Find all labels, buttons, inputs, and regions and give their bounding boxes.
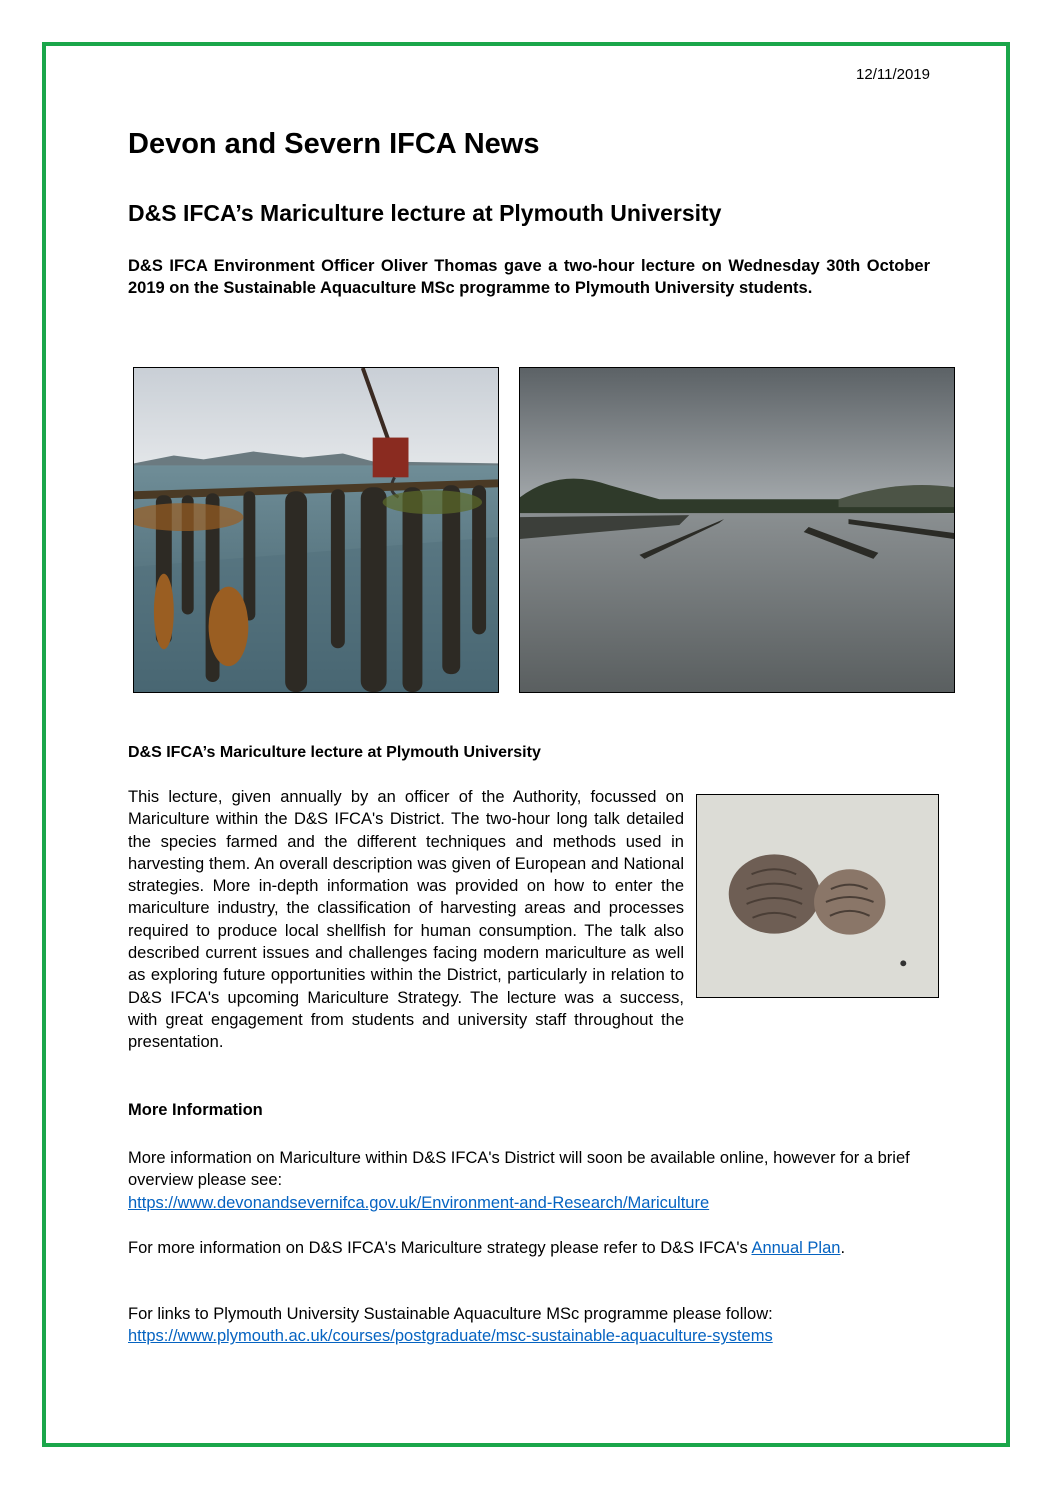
page-title: Devon and Severn IFCA News [128,128,540,160]
strategy-end: . [840,1239,846,1257]
date: 12/11/2019 [856,66,930,83]
strategy-paragraph [128,1237,932,1259]
programme-paragraph [128,1303,932,1348]
programme-text: For links to Plymouth University Sustainable Aquaculture MSc programme please follow: [128,1305,773,1323]
mariculture-page-link[interactable]: https://www.devonandsevernifca.gov.uk/Environment-and-Research/Mariculture [128,1193,710,1212]
strategy-text: For more information on D&S IFCA's Mariculture strategy please refer to D&S IFCA's [128,1239,748,1257]
article-body [128,786,934,1054]
photo-spacer [684,786,934,1010]
more-info-heading: More Information [128,1101,263,1119]
oyster-trestles-photo [519,367,955,693]
lead-paragraph: D&S IFCA Environment Officer Oliver Thomas gave a two-hour lecture on Wednesday 30th October 2019 on the Sustainable Aquaculture MSc programme to Plymouth University students. [128,257,930,297]
article-title: D&S IFCA’s Mariculture lecture at Plymouth University [128,200,722,226]
more-info-paragraph [128,1147,932,1214]
section-heading: D&S IFCA’s Mariculture lecture at Plymouth University [128,744,541,761]
more-info-text: More information on Mariculture within D&S IFCA's District will soon be available online, however for a brief overview please see: [128,1149,910,1190]
plymouth-programme-link[interactable]: https://www.plymouth.ac.uk/courses/postgraduate/msc-sustainable-aquaculture-systems [128,1327,773,1346]
mussel-ropes-photo [133,367,499,693]
annual-plan-link[interactable]: Annual Plan [751,1239,841,1257]
article-body-text: This lecture, given annually by an officer of the Authority, focussed on Mariculture within the D&S IFCA's District. The two-hour long talk detailed the species farmed and the different techniques and methods used in harvesting them. An overall description was given of European and National strategies. More in-depth information was provided on how to enter the mariculture industry, the classification of harvesting areas and processes required to produce local shellfish for human consumption. The talk also described current issues and challenges facing modern mariculture as well as exploring future opportunities within the District, particularly in relation to D&S IFCA's upcoming Mariculture Strategy. The lecture was a success, with great engagement from students and university staff throughout the presentation. [128,788,684,1052]
